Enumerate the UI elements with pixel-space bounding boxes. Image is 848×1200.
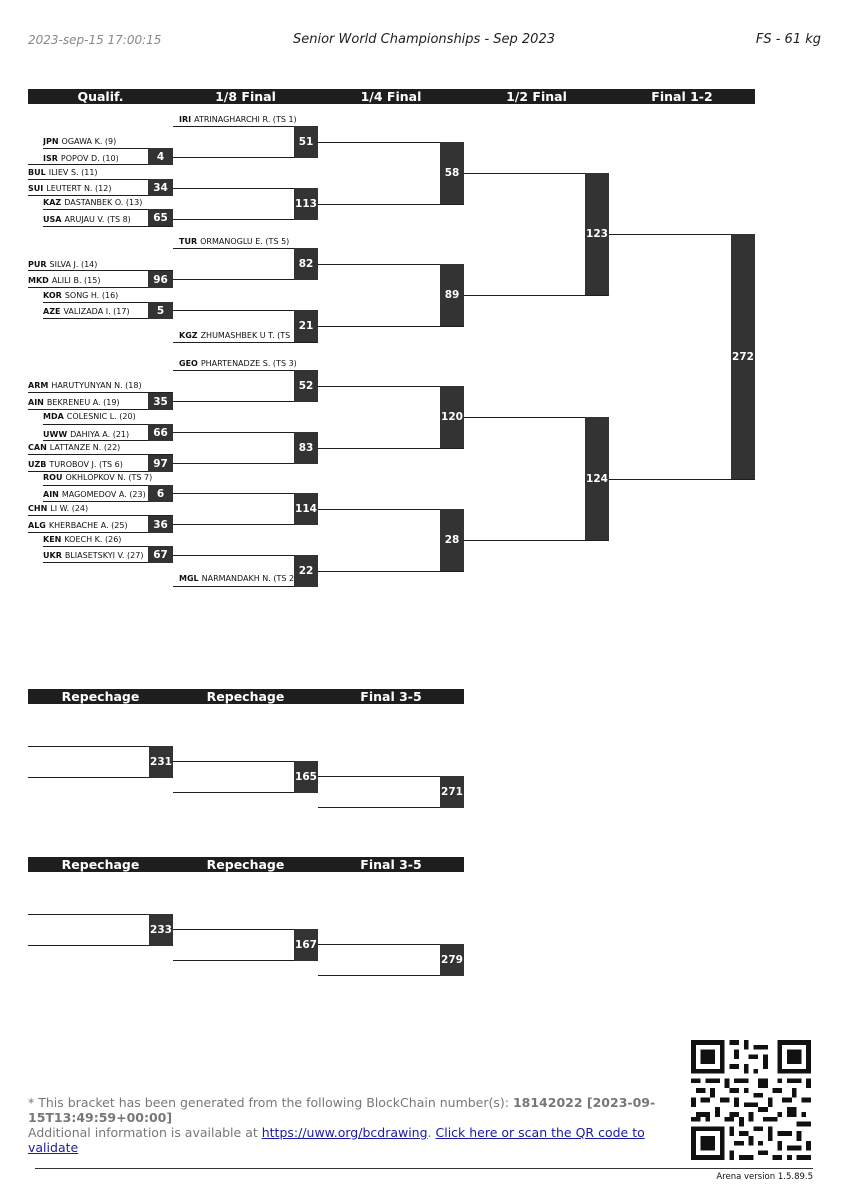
column-header-quarter-final: 1/4 Final — [360, 89, 422, 104]
athlete-name: DASTANBEK O. (13) — [64, 198, 143, 207]
column-header-repechage: Repechage — [206, 689, 285, 704]
athlete-name: OGAWA K. (9) — [61, 137, 117, 146]
column-header-repechage: Repechage — [61, 857, 140, 872]
weight-category: FS - 61 kg — [755, 32, 821, 47]
athlete-entry — [43, 535, 168, 545]
bout-box[interactable]: 113 — [294, 188, 318, 220]
athlete-name: LI W. (24) — [50, 504, 89, 513]
bout-box[interactable]: 5 — [148, 302, 173, 319]
bout-box[interactable]: 66 — [148, 424, 173, 441]
column-header-qualif: Qualif. — [77, 89, 124, 104]
main-bracket-header — [28, 89, 755, 104]
bout-box[interactable]: 231 — [149, 746, 173, 778]
column-header-eighth-final: 1/8 Final — [215, 89, 276, 104]
athlete-nation: KGZ — [179, 331, 198, 340]
athlete-nation: AIN — [28, 398, 44, 407]
athlete-nation: IRI — [179, 115, 192, 124]
bout-box[interactable]: 123 — [585, 173, 609, 295]
athlete-entry — [28, 443, 153, 453]
bout-box[interactable]: 21 — [294, 310, 318, 342]
bout-box[interactable]: 65 — [148, 209, 173, 226]
qr-code-icon[interactable] — [691, 1040, 811, 1160]
bout-box[interactable]: 35 — [148, 393, 173, 410]
athlete-name: OKHLOPKOV N. (TS 7) — [65, 473, 153, 482]
athlete-nation: ARM — [28, 381, 49, 390]
athlete-name: ALILI B. (15) — [51, 276, 101, 285]
athlete-entry — [43, 137, 148, 147]
athlete-name: ORMANOGLU E. (TS 5) — [200, 237, 290, 246]
athlete-nation: SUI — [28, 184, 44, 193]
bout-box[interactable]: 51 — [294, 126, 318, 158]
bout-box[interactable]: 120 — [440, 386, 464, 448]
athlete-entry — [179, 574, 294, 584]
athlete-name: LATTANZE N. (22) — [49, 443, 121, 452]
athlete-name: DAHIYA A. (21) — [70, 430, 130, 439]
blockchain-number: 18142022 [2023-09-15T13:49:59+00:00] — [28, 1095, 656, 1125]
bout-box[interactable]: 58 — [440, 142, 464, 204]
athlete-nation: KEN — [43, 535, 62, 544]
athlete-entry — [28, 260, 153, 270]
athlete-name: ARUJAU V. (TS 8) — [64, 215, 131, 224]
athlete-nation: UKR — [43, 551, 62, 560]
athlete-nation: PUR — [28, 260, 47, 269]
athlete-nation: AZE — [43, 307, 61, 316]
athlete-name: LEUTERT N. (12) — [46, 184, 112, 193]
athlete-name: PHARTENADZE S. (TS 3) — [200, 359, 297, 368]
athlete-entry — [43, 154, 148, 164]
bout-box[interactable]: 34 — [148, 179, 173, 196]
athlete-name: KHERBACHE A. (25) — [48, 521, 128, 530]
athlete-name: VALIZADA I. (17) — [63, 307, 130, 316]
athlete-name: ATRINAGHARCHI R. (TS 1) — [194, 115, 297, 124]
column-header-repechage: Repechage — [61, 689, 140, 704]
bout-box[interactable]: 124 — [585, 417, 609, 540]
column-header-semi-final: 1/2 Final — [506, 89, 567, 104]
column-header-final-3-5: Final 3-5 — [360, 857, 422, 872]
bout-box[interactable]: 89 — [440, 264, 464, 326]
athlete-entry — [43, 490, 148, 500]
athlete-entry — [28, 521, 148, 531]
bcdrawing-link[interactable]: https://uww.org/bcdrawing — [261, 1125, 428, 1140]
athlete-name: POPOV D. (10) — [60, 154, 119, 163]
bout-box[interactable]: 83 — [294, 432, 318, 464]
athlete-nation: USA — [43, 215, 62, 224]
athlete-nation: KOR — [43, 291, 62, 300]
athlete-nation: TUR — [179, 237, 198, 246]
info-separator: . — [427, 1125, 436, 1140]
athlete-entry — [28, 276, 148, 286]
bout-box[interactable]: 67 — [148, 546, 173, 563]
blockchain-note-prefix: * This bracket has been generated from the following BlockChain number(s): — [28, 1095, 513, 1110]
athlete-entry — [43, 473, 168, 483]
athlete-nation: CAN — [28, 443, 47, 452]
athlete-name: SILVA J. (14) — [49, 260, 98, 269]
athlete-name: SONG H. (16) — [64, 291, 119, 300]
footer-divider — [35, 1168, 813, 1169]
column-header-final: Final 1-2 — [651, 89, 713, 104]
athlete-nation: ALG — [28, 521, 46, 530]
athlete-name: MAGOMEDOV A. (23) — [61, 490, 146, 499]
bout-box[interactable]: 4 — [148, 148, 173, 165]
athlete-entry — [28, 381, 153, 391]
athlete-name: BLIASETSKYI V. (27) — [64, 551, 144, 560]
athlete-nation: KAZ — [43, 198, 62, 207]
athlete-entry — [43, 215, 148, 225]
athlete-entry — [28, 398, 148, 408]
athlete-entry — [43, 198, 168, 208]
athlete-entry — [179, 237, 299, 247]
athlete-nation: ROU — [43, 473, 63, 482]
athlete-name: TUROBOV J. (TS 6) — [49, 460, 123, 469]
bout-box[interactable]: 233 — [149, 914, 173, 946]
athlete-nation: JPN — [43, 137, 59, 146]
bout-box[interactable]: 165 — [294, 761, 318, 793]
athlete-nation: MKD — [28, 276, 49, 285]
print-timestamp: 2023-sep-15 17:00:15 — [28, 33, 162, 47]
athlete-name: NARMANDAKH N. (TS 2 — [201, 574, 294, 583]
athlete-entry — [43, 291, 168, 301]
repechage-header-1 — [28, 689, 464, 704]
athlete-nation: CHN — [28, 504, 48, 513]
bout-box[interactable]: 36 — [148, 516, 173, 533]
athlete-nation: AIN — [43, 490, 59, 499]
athlete-entry — [28, 168, 153, 178]
arena-version: Arena version 1.5.89.5 — [716, 1172, 813, 1182]
athlete-entry — [28, 460, 148, 470]
athlete-nation: GEO — [179, 359, 198, 368]
column-header-repechage: Repechage — [206, 857, 285, 872]
athlete-name: COLESNIC L. (20) — [66, 412, 136, 421]
athlete-nation: ISR — [43, 154, 58, 163]
athlete-name: ILIEV S. (11) — [48, 168, 98, 177]
athlete-entry — [43, 412, 168, 422]
athlete-entry — [28, 184, 148, 194]
final-bout-box[interactable]: 272 — [731, 234, 755, 479]
athlete-entry — [43, 307, 148, 317]
bout-box[interactable]: 22 — [294, 555, 318, 587]
bout-box[interactable]: 82 — [294, 248, 318, 280]
athlete-entry — [179, 331, 294, 341]
info-prefix: Additional information is available at — [28, 1125, 262, 1140]
blockchain-note — [28, 1095, 668, 1155]
bout-box[interactable]: 114 — [294, 493, 318, 525]
bout-box[interactable]: 96 — [148, 271, 173, 288]
bout-box[interactable]: 28 — [440, 509, 464, 571]
bout-box[interactable]: 279 — [440, 944, 464, 976]
athlete-name: ZHUMASHBEK U T. (TS — [200, 331, 291, 340]
athlete-entry — [179, 359, 304, 369]
athlete-nation: UWW — [43, 430, 68, 439]
athlete-name: KOECH K. (26) — [64, 535, 122, 544]
athlete-entry — [28, 504, 153, 514]
bout-box[interactable]: 97 — [148, 455, 173, 472]
bout-box[interactable]: 167 — [294, 929, 318, 961]
event-title: Senior World Championships - Sep 2023 — [292, 32, 555, 47]
column-header-final-3-5: Final 3-5 — [360, 689, 422, 704]
bout-box[interactable]: 271 — [440, 776, 464, 808]
athlete-entry — [179, 115, 299, 125]
athlete-entry — [43, 551, 148, 561]
athlete-entry — [43, 430, 148, 440]
bout-box[interactable]: 6 — [148, 485, 173, 502]
validate-link[interactable]: Click here or scan the QR code to validate — [28, 1125, 645, 1155]
athlete-nation: UZB — [28, 460, 47, 469]
athlete-nation: MGL — [179, 574, 199, 583]
athlete-name: HARUTYUNYAN N. (18) — [51, 381, 142, 390]
athlete-nation: MDA — [43, 412, 64, 421]
athlete-name: BEKRENEU A. (19) — [46, 398, 120, 407]
athlete-nation: BUL — [28, 168, 46, 177]
bout-box[interactable]: 52 — [294, 370, 318, 402]
repechage-header-2 — [28, 857, 464, 872]
